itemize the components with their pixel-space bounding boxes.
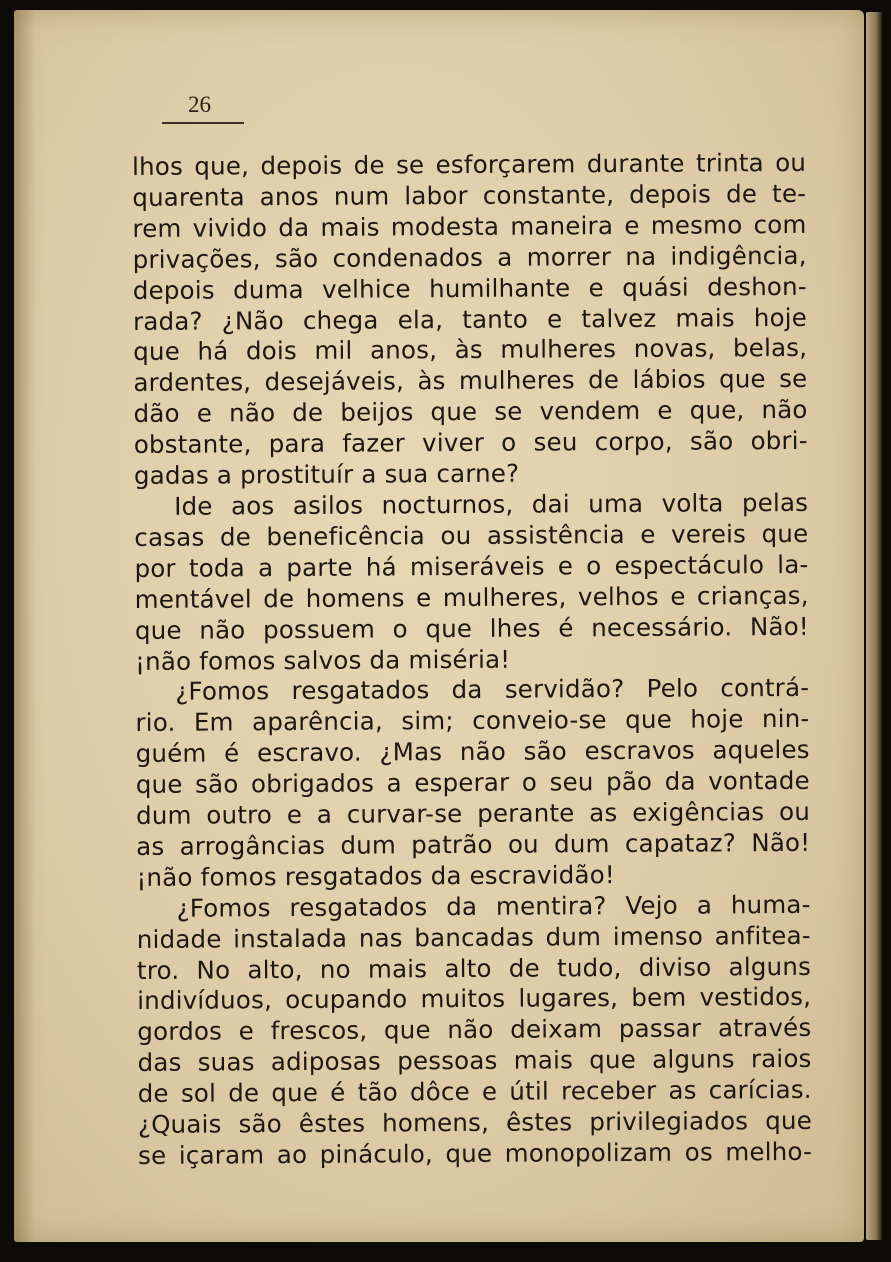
- text-line: Ide aos asilos nocturnos, dai uma volta pelas: [174, 487, 809, 521]
- text-line: que não possuem o que lhes é necessário. Não!: [134, 611, 809, 645]
- text-line: de sol de que é tão dôce e útil receber as carícias.: [137, 1075, 812, 1109]
- book-page: [14, 10, 864, 1242]
- text-line: rada? ¿Não chega ela, tanto e talvez mais hoje: [132, 302, 808, 336]
- text-line: indivíduos, ocupando muitos lugares, bem vestidos,: [137, 982, 812, 1016]
- text-line: por toda a parte há miseráveis e o espectáculo la-: [134, 549, 809, 583]
- text-line: ¿Fomos resgatados da servidão? Pelo contrá-: [175, 673, 810, 707]
- text-line: ¿Quais são êstes homens, êstes privilegiados que: [137, 1105, 813, 1140]
- text-line: lhos que, depois de se esforçarem durante trinta ou: [132, 147, 807, 181]
- text-line: privações, são condenados a morrer na indigência,: [132, 240, 807, 274]
- text-line: que há dois mil anos, às mulheres novas, belas,: [133, 333, 808, 367]
- text-line: quarenta anos num labor constante, depois de te-: [132, 178, 807, 212]
- text-line: ardentes, desejáveis, às mulheres de lábios que se: [133, 364, 808, 398]
- text-line: ¡não fomos resgatados da escravidão!: [136, 859, 615, 892]
- text-line: ¡não fomos salvos da miséria!: [135, 644, 511, 676]
- text-line: obstante, para fazer viver o seu corpo, são obri-: [133, 426, 808, 460]
- text-line: guém é escravo. ¿Mas não são escravos aqueles: [135, 735, 810, 769]
- page-number-rule: [162, 122, 244, 124]
- text-line: que são obrigados a esperar o seu pão da vontade: [135, 765, 810, 800]
- text-line: rio. Em aparência, sim; conveio-se que hoje nin-: [135, 704, 810, 738]
- text-line: depois duma velhice humilhante e quási deshon-: [132, 271, 807, 305]
- text-line: as arrogâncias dum patrão ou dum capataz? Não!: [136, 827, 811, 861]
- text-line: mentável de homens e mulheres, velhos e crianças,: [134, 580, 809, 614]
- text-line: dão e não de beijos que se vendem e que, não: [133, 395, 808, 429]
- text-line: tro. No alto, no mais alto de tudo, diviso alguns: [136, 951, 812, 985]
- text-line: casas de beneficência ou assistência e vereis que: [134, 518, 809, 552]
- text-line: gordos e frescos, que não deixam passar através: [137, 1013, 812, 1047]
- text-line: das suas adiposas pessoas mais que alguns raios: [137, 1044, 812, 1078]
- text-line: gadas a prostituír a sua carne?: [133, 458, 520, 491]
- body-text: [132, 148, 812, 1172]
- page-number: 26: [188, 92, 211, 117]
- text-line: dum outro e a curvar-se perante as exigências ou: [135, 796, 811, 831]
- text-line: nidade instalada nas bancadas dum imenso anfitea-: [136, 920, 811, 954]
- page-edge: [866, 12, 882, 1240]
- text-line: rem vivido da mais modesta maneira e mesmo com: [132, 209, 807, 243]
- text-line: ¿Fomos resgatados da mentira? Vejo a huma-: [176, 889, 811, 923]
- text-line: se içaram ao pináculo, que monopolizam os melho-: [138, 1136, 813, 1170]
